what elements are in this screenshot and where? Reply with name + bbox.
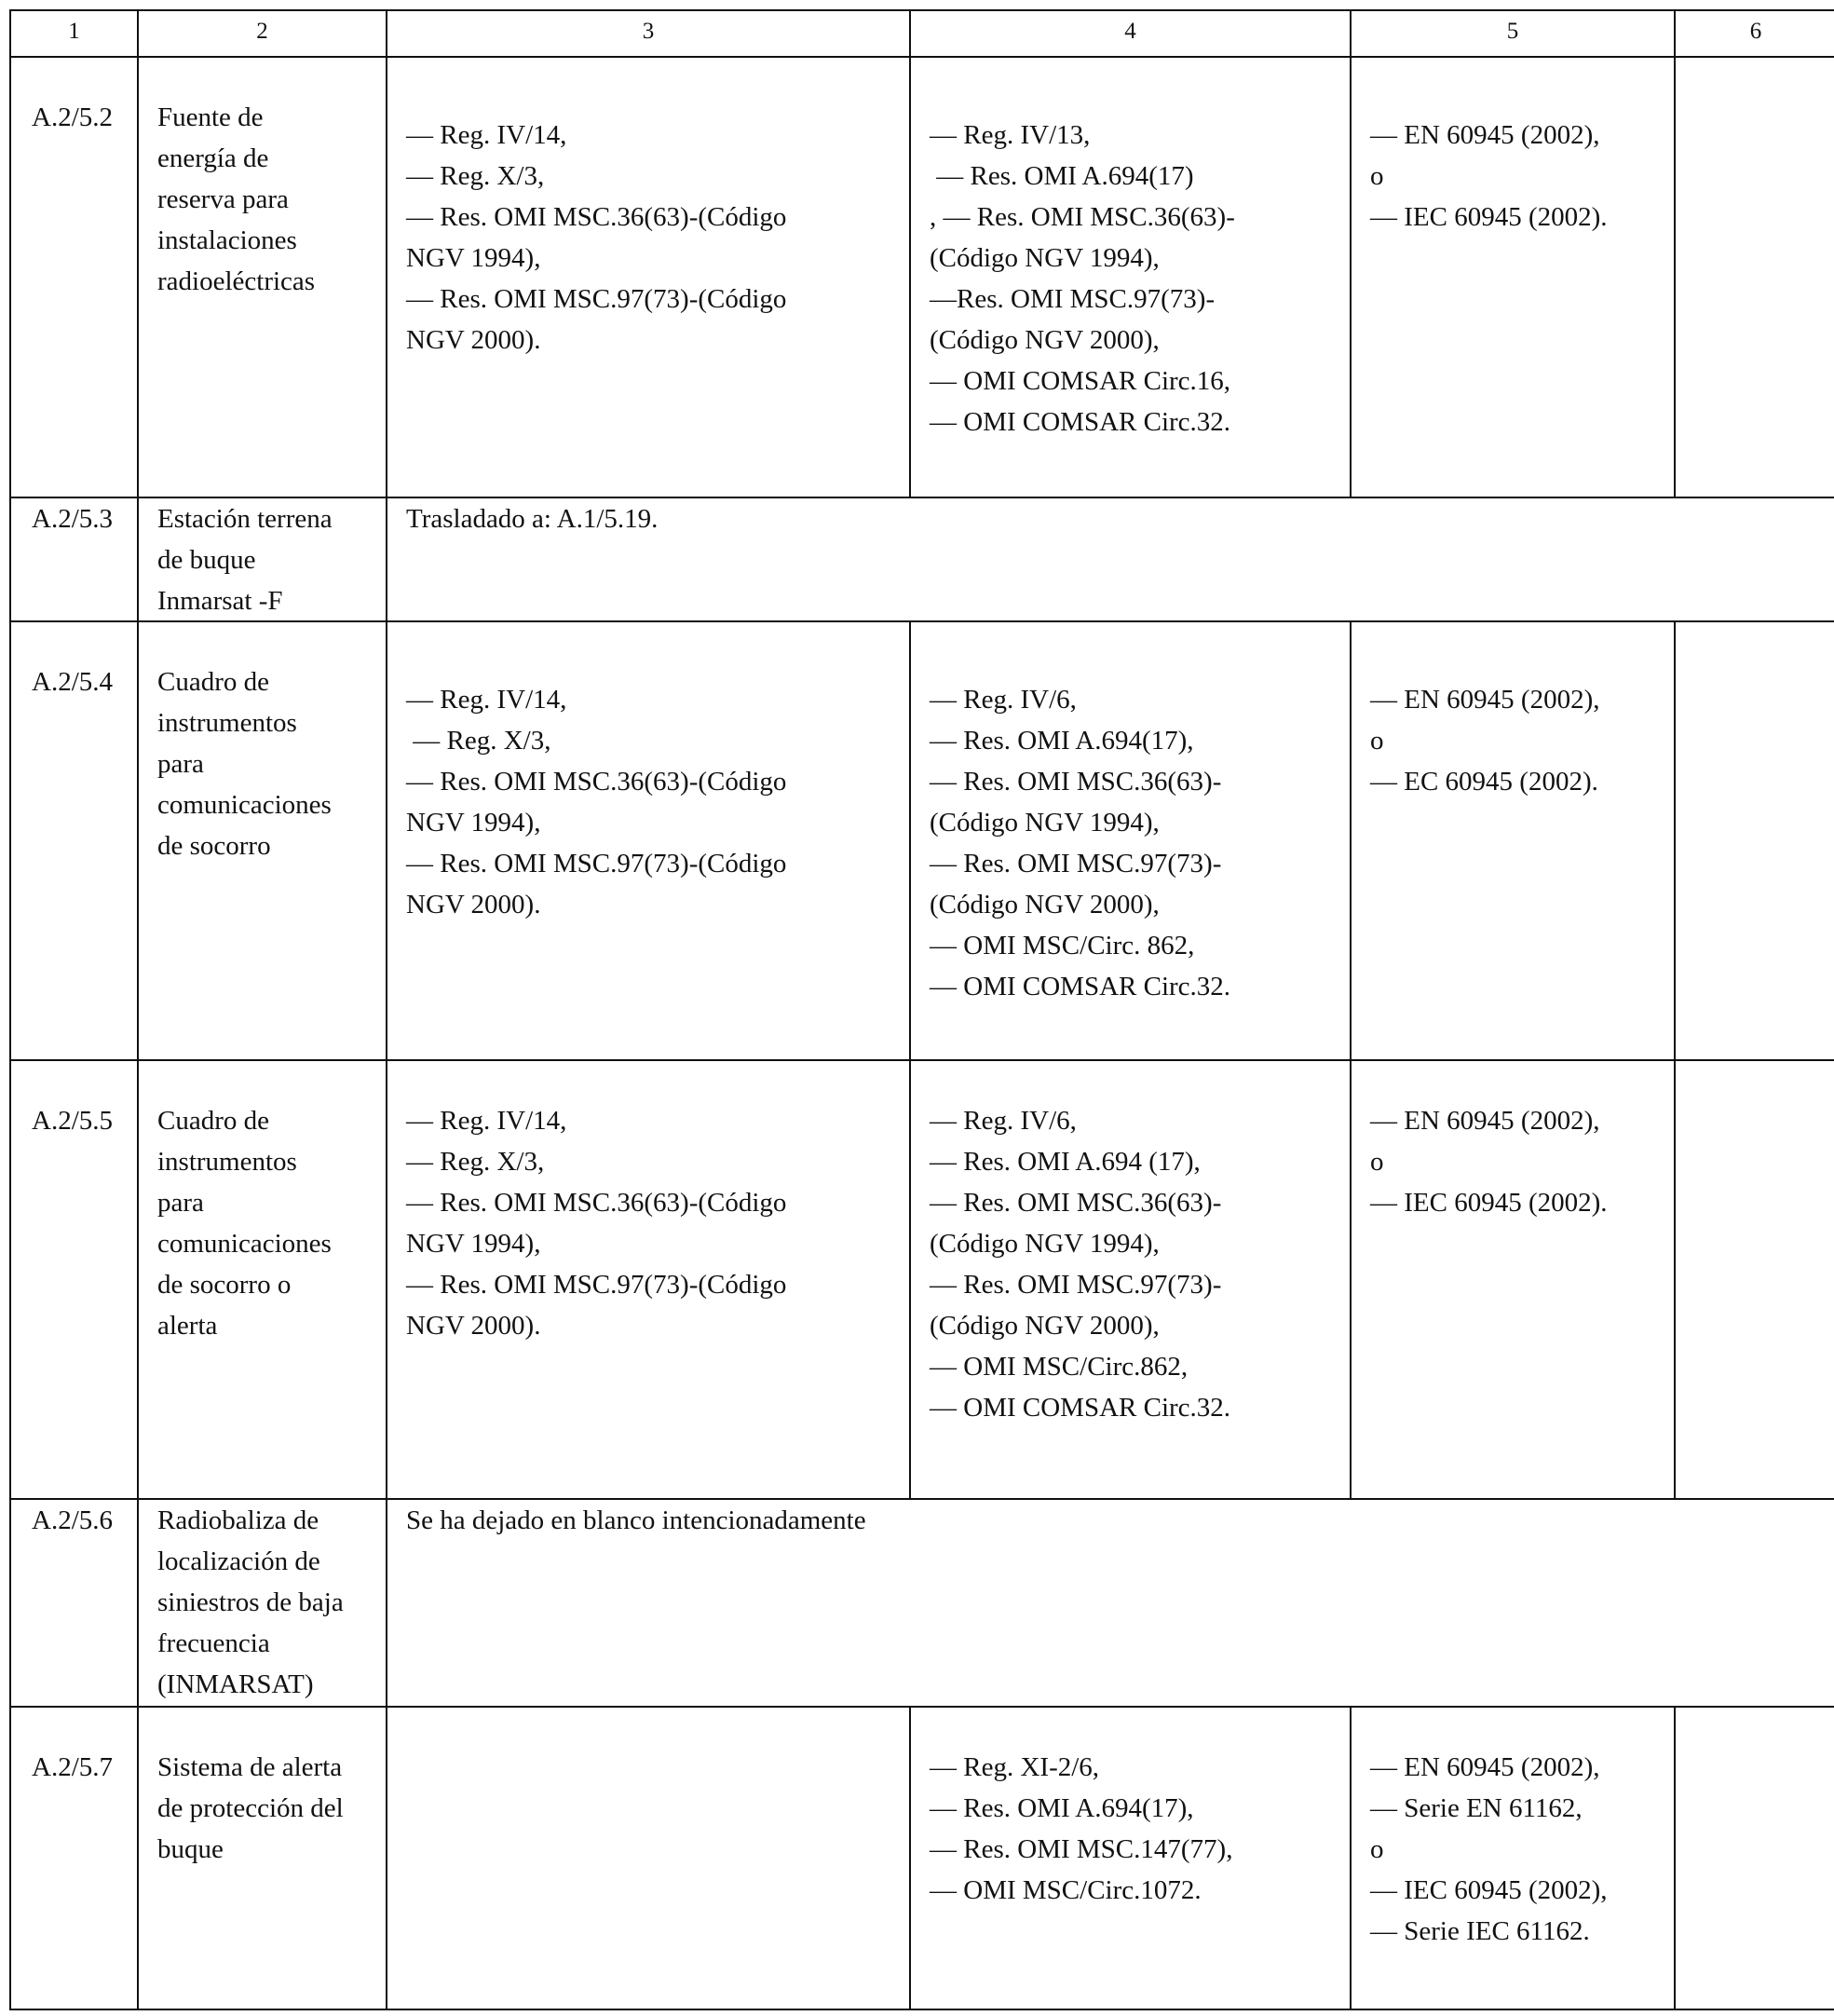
requirement-line: — Reg. IV/6,: [930, 1106, 1077, 1136]
requirement-line: — OMI COMSAR Circ.32.: [930, 407, 1231, 437]
row-name: [139, 1498, 387, 1706]
col6-cell: [1676, 1706, 1834, 2010]
name-line: instalaciones: [157, 225, 297, 255]
header-col-2: 2: [139, 9, 387, 56]
row-name: [139, 497, 387, 620]
regulation-line: — Res. OMI MSC.97(73)-(Código: [406, 284, 787, 314]
row-name: [139, 620, 387, 1059]
row-name: [139, 1059, 387, 1498]
code-text: A.2/5.2: [32, 102, 113, 132]
standard-line: — IEC 60945 (2002).: [1370, 202, 1608, 232]
regulations-cell: [387, 1706, 911, 2010]
name-line: Radiobaliza de: [157, 1505, 319, 1535]
name-line: para: [157, 1188, 204, 1218]
name-line: buque: [157, 1834, 224, 1864]
name-line: instrumentos: [157, 708, 297, 738]
merged-note-cell: [387, 497, 1834, 620]
regulation-line: — Reg. X/3,: [406, 1147, 545, 1177]
name-line: (INMARSAT): [157, 1669, 314, 1699]
name-line: comunicaciones: [157, 1229, 332, 1259]
requirement-line: — OMI COMSAR Circ.32.: [930, 972, 1231, 1001]
requirement-line: — Res. OMI MSC.36(63)-: [930, 1188, 1222, 1218]
requirement-line: , — Res. OMI MSC.36(63)-: [930, 202, 1235, 232]
standard-line: — EN 60945 (2002),: [1370, 1106, 1600, 1136]
requirement-line: — Reg. IV/13,: [930, 120, 1091, 150]
regulation-line: NGV 1994),: [406, 808, 541, 838]
standards-cell: [1352, 1706, 1676, 2010]
name-line: radioeléctricas: [157, 266, 316, 296]
regulation-line: — Res. OMI MSC.36(63)-(Código: [406, 1188, 787, 1218]
regulation-line: — Reg. IV/14,: [406, 685, 567, 715]
regulation-line: — Reg. X/3,: [406, 726, 551, 756]
row-name: [139, 56, 387, 497]
name-line: localización de: [157, 1546, 320, 1576]
code-text: A.2/5.7: [32, 1752, 113, 1782]
col6-cell: [1676, 1059, 1834, 1498]
standards-cell: [1352, 1059, 1676, 1498]
col6-cell: [1676, 620, 1834, 1059]
requirement-line: — Res. OMI MSC.97(73)-: [930, 1270, 1222, 1300]
requirement-line: — Res. OMI MSC.97(73)-: [930, 849, 1222, 879]
regulation-table: [9, 9, 1834, 2016]
row-name: [139, 1706, 387, 2010]
name-line: Sistema de alerta: [157, 1752, 343, 1782]
requirement-line: —Res. OMI MSC.97(73)-: [930, 284, 1216, 314]
requirement-line: — OMI COMSAR Circ.32.: [930, 1393, 1231, 1423]
requirement-line: (Código NGV 1994),: [930, 1229, 1160, 1259]
table-row: [9, 497, 1834, 620]
row-code: [11, 497, 139, 620]
regulation-line: — Reg. IV/14,: [406, 120, 567, 150]
requirements-cell: [911, 56, 1352, 497]
standard-line: o: [1370, 1834, 1384, 1864]
standards-cell: [1352, 620, 1676, 1059]
requirement-line: (Código NGV 1994),: [930, 808, 1160, 838]
row-code: [11, 1706, 139, 2010]
header-col-1: 1: [11, 9, 139, 56]
requirement-line: — Res. OMI A.694(17): [930, 161, 1194, 191]
header-col-6: 6: [1676, 9, 1834, 56]
requirement-line: — Reg. IV/6,: [930, 685, 1077, 715]
standard-line: — Serie IEC 61162.: [1370, 1916, 1590, 1946]
standards-cell: [1352, 56, 1676, 497]
name-line: frecuencia: [157, 1628, 270, 1658]
requirement-line: (Código NGV 2000),: [930, 890, 1160, 919]
requirements-cell: [911, 1059, 1352, 1498]
name-line: de buque: [157, 545, 256, 575]
name-line: energía de: [157, 143, 269, 173]
row-code: [11, 1498, 139, 1706]
regulation-line: — Res. OMI MSC.36(63)-(Código: [406, 767, 787, 797]
name-line: Fuente de: [157, 102, 264, 132]
regulation-line: — Res. OMI MSC.97(73)-(Código: [406, 1270, 787, 1300]
row-code: [11, 56, 139, 497]
col6-cell: [1676, 56, 1834, 497]
regulation-line: NGV 2000).: [406, 890, 541, 919]
table-row: [9, 1706, 1834, 2010]
standard-line: — EC 60945 (2002).: [1370, 767, 1598, 797]
regulations-cell: [387, 1059, 911, 1498]
standard-line: — EN 60945 (2002),: [1370, 120, 1600, 150]
requirement-line: — OMI MSC/Circ.862,: [930, 1352, 1189, 1382]
standard-line: — EN 60945 (2002),: [1370, 685, 1600, 715]
requirement-line: — Res. OMI A.694(17),: [930, 1793, 1194, 1823]
regulation-line: — Reg. X/3,: [406, 161, 545, 191]
standard-line: — IEC 60945 (2002),: [1370, 1875, 1608, 1905]
code-text: A.2/5.6: [32, 1505, 113, 1535]
code-text: A.2/5.3: [32, 504, 113, 534]
standard-line: o: [1370, 726, 1384, 756]
regulations-cell: [387, 56, 911, 497]
requirement-line: — Res. OMI MSC.147(77),: [930, 1834, 1233, 1864]
requirement-line: — Res. OMI MSC.36(63)-: [930, 767, 1222, 797]
name-line: Cuadro de: [157, 1106, 269, 1136]
regulation-line: NGV 1994),: [406, 243, 541, 273]
table-header: [9, 9, 1834, 56]
header-col-5: 5: [1352, 9, 1676, 56]
standard-line: — EN 60945 (2002),: [1370, 1752, 1600, 1782]
name-line: Cuadro de: [157, 667, 269, 697]
requirement-line: — OMI MSC/Circ.1072.: [930, 1875, 1202, 1905]
table-row: [9, 620, 1834, 1059]
note-text: Trasladado a: A.1/5.19.: [406, 504, 659, 534]
name-line: reserva para: [157, 184, 289, 214]
code-text: A.2/5.5: [32, 1106, 113, 1136]
standard-line: o: [1370, 161, 1384, 191]
name-line: Estación terrena: [157, 504, 333, 534]
name-line: alerta: [157, 1311, 218, 1341]
regulation-line: NGV 2000).: [406, 1311, 541, 1341]
name-line: de socorro: [157, 831, 271, 861]
name-line: Inmarsat -F: [157, 586, 283, 616]
requirement-line: — Res. OMI A.694 (17),: [930, 1147, 1201, 1177]
header-col-3: 3: [387, 9, 911, 56]
standard-line: o: [1370, 1147, 1384, 1177]
name-line: instrumentos: [157, 1147, 297, 1177]
row-code: [11, 1059, 139, 1498]
requirement-line: — Reg. XI-2/6,: [930, 1752, 1100, 1782]
table-row: [9, 1498, 1834, 1706]
requirement-line: — OMI COMSAR Circ.16,: [930, 366, 1231, 396]
standard-line: — IEC 60945 (2002).: [1370, 1188, 1608, 1218]
regulations-cell: [387, 620, 911, 1059]
regulation-line: — Res. OMI MSC.97(73)-(Código: [406, 849, 787, 879]
requirement-line: — OMI MSC/Circ. 862,: [930, 931, 1195, 960]
note-text: Se ha dejado en blanco intencionadamente: [406, 1505, 866, 1535]
regulation-line: — Reg. IV/14,: [406, 1106, 567, 1136]
row-code: [11, 620, 139, 1059]
name-line: siniestros de baja: [157, 1587, 344, 1617]
requirement-line: (Código NGV 2000),: [930, 1311, 1160, 1341]
regulation-line: NGV 1994),: [406, 1229, 541, 1259]
name-line: comunicaciones: [157, 790, 332, 820]
merged-note-cell: [387, 1498, 1834, 1706]
requirement-line: (Código NGV 1994),: [930, 243, 1160, 273]
regulation-line: — Res. OMI MSC.36(63)-(Código: [406, 202, 787, 232]
name-line: para: [157, 749, 204, 779]
header-col-4: 4: [911, 9, 1352, 56]
standard-line: — Serie EN 61162,: [1370, 1793, 1583, 1823]
requirement-line: — Res. OMI A.694(17),: [930, 726, 1194, 756]
table-row: [9, 56, 1834, 497]
name-line: de protección del: [157, 1793, 344, 1823]
code-text: A.2/5.4: [32, 667, 113, 697]
requirements-cell: [911, 1706, 1352, 2010]
table-row: [9, 1059, 1834, 1498]
requirement-line: (Código NGV 2000),: [930, 325, 1160, 355]
regulation-line: NGV 2000).: [406, 325, 541, 355]
name-line: de socorro o: [157, 1270, 292, 1300]
requirements-cell: [911, 620, 1352, 1059]
